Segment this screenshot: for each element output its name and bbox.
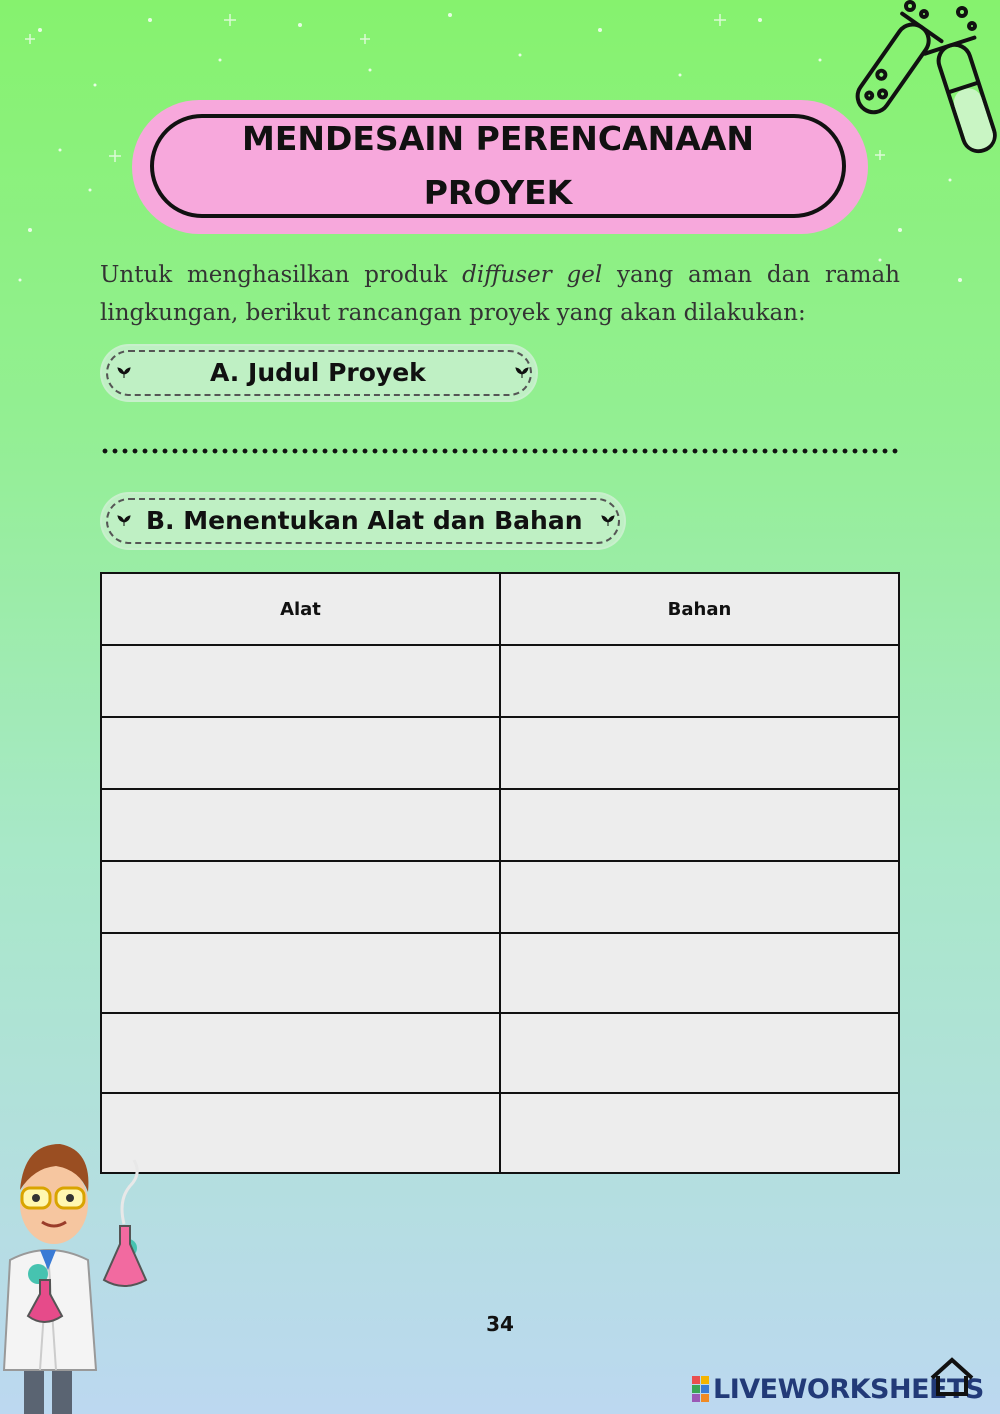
intro-text-1: Untuk menghasilkan produk [100, 262, 463, 288]
section-b-pill [102, 494, 624, 548]
table-row [101, 1093, 899, 1173]
bahan-cell[interactable] [500, 645, 899, 717]
column-header-alat: Alat [101, 573, 500, 645]
alat-cell[interactable] [101, 645, 500, 717]
bahan-cell[interactable] [500, 717, 899, 789]
leaf-icon [514, 364, 530, 380]
table-header-row [101, 573, 899, 645]
bahan-cell[interactable] [500, 861, 899, 933]
scientist-illustration [0, 1130, 160, 1414]
intro-paragraph [100, 256, 900, 332]
intro-italic-term: diffuser gel [462, 262, 603, 288]
leaf-icon [116, 512, 132, 528]
alat-cell[interactable] [101, 717, 500, 789]
title-banner [150, 114, 846, 218]
bahan-cell[interactable] [500, 1013, 899, 1093]
alat-cell[interactable] [101, 933, 500, 1013]
column-header-bahan: Bahan [500, 573, 899, 645]
table-row [101, 717, 899, 789]
page-number: 34 [486, 1312, 514, 1336]
bahan-cell[interactable] [500, 933, 899, 1013]
intro-text-2: yang aman dan ramah lingkungan, berikut rancangan proyek yang akan dilakukan: [100, 262, 900, 326]
section-a-label: A. Judul Proyek [210, 358, 426, 387]
alat-cell[interactable] [101, 1093, 500, 1173]
table-row [101, 1013, 899, 1093]
brand-blocks-icon [692, 1376, 709, 1402]
page-title: MENDESAIN PERENCANAAN PROYEK [242, 119, 754, 212]
alat-cell[interactable] [101, 789, 500, 861]
table-row [101, 933, 899, 1013]
leaf-icon [116, 364, 132, 380]
project-title-answer-line[interactable] [100, 446, 900, 456]
home-icon [928, 1356, 976, 1396]
table-row [101, 645, 899, 717]
bahan-cell[interactable] [500, 1093, 899, 1173]
brand-name: LIVEWORKSHEETS [713, 1373, 984, 1405]
section-b-label: B. Menentukan Alat dan Bahan [146, 506, 583, 535]
test-tubes-icon [852, 0, 1000, 165]
table-row [101, 789, 899, 861]
alat-cell[interactable] [101, 1013, 500, 1093]
bahan-cell[interactable] [500, 789, 899, 861]
leaf-icon [600, 512, 616, 528]
alat-cell[interactable] [101, 861, 500, 933]
section-a-pill [102, 346, 536, 400]
tools-materials-table [100, 572, 900, 1174]
table-row [101, 861, 899, 933]
